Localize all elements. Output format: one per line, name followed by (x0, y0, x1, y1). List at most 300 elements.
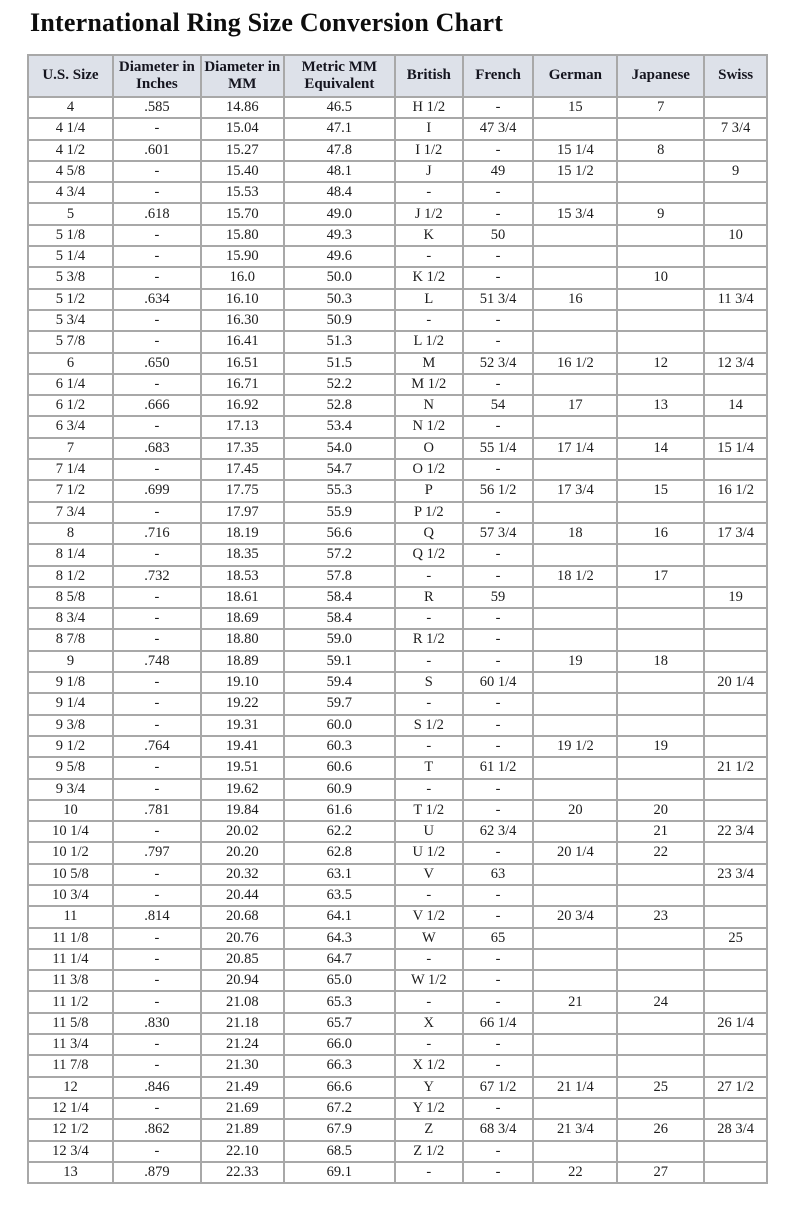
table-cell: - (113, 885, 201, 906)
table-cell: 46.5 (284, 97, 395, 118)
table-cell (533, 182, 617, 203)
table-cell (617, 1098, 704, 1119)
table-cell: J (395, 161, 463, 182)
table-cell: 6 1/4 (28, 374, 113, 395)
table-cell: 16.30 (201, 310, 284, 331)
table-cell: 20.76 (201, 928, 284, 949)
table-cell (533, 544, 617, 565)
table-cell: 62 3/4 (463, 821, 534, 842)
table-row (28, 161, 767, 182)
table-cell: 20.85 (201, 949, 284, 970)
table-cell: 12 1/2 (28, 1119, 113, 1140)
table-cell (617, 757, 704, 778)
table-cell: 23 3/4 (704, 864, 767, 885)
table-cell: 21 3/4 (533, 1119, 617, 1140)
table-cell: 14 (617, 438, 704, 459)
table-cell: 55.3 (284, 480, 395, 501)
table-cell: - (113, 757, 201, 778)
table-cell: 5 3/8 (28, 267, 113, 288)
table-cell (704, 906, 767, 927)
table-cell: 21.08 (201, 991, 284, 1012)
table-cell: K 1/2 (395, 267, 463, 288)
table-cell: - (113, 331, 201, 352)
table-cell (533, 885, 617, 906)
table-cell: 8 (28, 523, 113, 544)
table-cell: 56 1/2 (463, 480, 534, 501)
table-cell: 28 3/4 (704, 1119, 767, 1140)
table-cell: - (463, 800, 534, 821)
table-cell: 10 5/8 (28, 864, 113, 885)
table-cell (533, 225, 617, 246)
table-cell: 17.75 (201, 480, 284, 501)
table-cell: 63.1 (284, 864, 395, 885)
table-cell: 20.44 (201, 885, 284, 906)
table-cell: 65.3 (284, 991, 395, 1012)
table-cell: P 1/2 (395, 502, 463, 523)
column-header: British (395, 55, 463, 97)
table-row (28, 906, 767, 927)
table-cell: - (463, 1162, 534, 1183)
table-row (28, 949, 767, 970)
table-cell (617, 502, 704, 523)
table-cell: - (463, 182, 534, 203)
table-cell: - (463, 331, 534, 352)
table-row (28, 1119, 767, 1140)
table-cell: 18.19 (201, 523, 284, 544)
table-row (28, 651, 767, 672)
table-cell: .716 (113, 523, 201, 544)
table-cell: 54.7 (284, 459, 395, 480)
table-cell: - (463, 715, 534, 736)
table-cell (533, 693, 617, 714)
table-cell (617, 864, 704, 885)
table-cell: 22 3/4 (704, 821, 767, 842)
table-cell: 14 (704, 395, 767, 416)
table-cell (704, 651, 767, 672)
table-row (28, 928, 767, 949)
table-cell: 8 5/8 (28, 587, 113, 608)
table-cell: 67 1/2 (463, 1077, 534, 1098)
table-cell: 15.53 (201, 182, 284, 203)
table-cell: 49.3 (284, 225, 395, 246)
table-cell: L 1/2 (395, 331, 463, 352)
table-cell: 7 3/4 (704, 118, 767, 139)
table-cell: - (113, 970, 201, 991)
table-cell (617, 629, 704, 650)
table-cell: 27 (617, 1162, 704, 1183)
table-cell: .650 (113, 353, 201, 374)
table-cell (704, 1162, 767, 1183)
table-cell: Q 1/2 (395, 544, 463, 565)
table-cell: 18.35 (201, 544, 284, 565)
table-row (28, 374, 767, 395)
table-cell: 60 1/4 (463, 672, 534, 693)
table-cell (533, 118, 617, 139)
table-cell: .846 (113, 1077, 201, 1098)
table-cell (704, 970, 767, 991)
table-cell: 20.20 (201, 842, 284, 863)
table-cell: 20 (533, 800, 617, 821)
table-cell: 50.9 (284, 310, 395, 331)
table-cell: - (113, 928, 201, 949)
table-cell (617, 587, 704, 608)
table-cell: 19 (533, 651, 617, 672)
table-cell (533, 821, 617, 842)
table-cell: - (113, 587, 201, 608)
table-row (28, 544, 767, 565)
table-cell: 51.3 (284, 331, 395, 352)
table-cell: 21.69 (201, 1098, 284, 1119)
table-cell: 18.89 (201, 651, 284, 672)
table-row (28, 864, 767, 885)
table-row (28, 672, 767, 693)
table-cell (533, 1034, 617, 1055)
table-row (28, 821, 767, 842)
table-cell: R 1/2 (395, 629, 463, 650)
table-cell: - (463, 970, 534, 991)
table-cell: 15.04 (201, 118, 284, 139)
table-cell: .879 (113, 1162, 201, 1183)
table-cell: 16 1/2 (533, 353, 617, 374)
table-cell: 17.97 (201, 502, 284, 523)
table-cell: 7 1/4 (28, 459, 113, 480)
table-cell: - (113, 1034, 201, 1055)
table-cell: - (113, 225, 201, 246)
table-cell: - (395, 246, 463, 267)
table-cell: 59.4 (284, 672, 395, 693)
table-cell: 4 3/4 (28, 182, 113, 203)
table-row (28, 800, 767, 821)
table-cell: 15.70 (201, 203, 284, 224)
table-row (28, 140, 767, 161)
table-cell: 16.0 (201, 267, 284, 288)
table-cell: - (113, 416, 201, 437)
table-cell: 17 (617, 566, 704, 587)
table-cell (617, 416, 704, 437)
table-cell (704, 629, 767, 650)
table-cell: 19.31 (201, 715, 284, 736)
table-row (28, 1055, 767, 1076)
table-cell: 13 (28, 1162, 113, 1183)
table-cell: - (113, 502, 201, 523)
table-row (28, 693, 767, 714)
table-cell: 16.51 (201, 353, 284, 374)
table-cell: 17.45 (201, 459, 284, 480)
table-row (28, 842, 767, 863)
table-cell: 55 1/4 (463, 438, 534, 459)
table-cell: 26 1/4 (704, 1013, 767, 1034)
table-row (28, 970, 767, 991)
table-cell: - (113, 1055, 201, 1076)
table-cell: 8 3/4 (28, 608, 113, 629)
table-cell: - (463, 779, 534, 800)
table-cell (617, 544, 704, 565)
table-cell (617, 225, 704, 246)
table-cell: 15.40 (201, 161, 284, 182)
table-cell (533, 757, 617, 778)
table-cell: 9 (704, 161, 767, 182)
table-cell: - (463, 693, 534, 714)
column-header: French (463, 55, 534, 97)
table-cell: - (463, 374, 534, 395)
table-cell (533, 246, 617, 267)
table-cell: 19 (617, 736, 704, 757)
table-cell: 49.6 (284, 246, 395, 267)
table-cell: - (113, 949, 201, 970)
table-cell: 6 1/2 (28, 395, 113, 416)
table-cell: 20 (617, 800, 704, 821)
table-row (28, 1077, 767, 1098)
table-cell: 22 (533, 1162, 617, 1183)
table-cell (533, 970, 617, 991)
table-cell: 17.35 (201, 438, 284, 459)
table-cell (704, 1034, 767, 1055)
table-cell: 66.6 (284, 1077, 395, 1098)
table-cell: 60.9 (284, 779, 395, 800)
table-cell: 59.1 (284, 651, 395, 672)
table-cell: 9 5/8 (28, 757, 113, 778)
table-cell: 9 (617, 203, 704, 224)
table-cell: 18.53 (201, 566, 284, 587)
column-header: Japanese (617, 55, 704, 97)
table-cell: 10 3/4 (28, 885, 113, 906)
table-cell: 54 (463, 395, 534, 416)
table-cell: - (113, 672, 201, 693)
table-cell: 20 1/4 (533, 842, 617, 863)
table-row (28, 203, 767, 224)
table-cell: 6 (28, 353, 113, 374)
table-cell: 17 (533, 395, 617, 416)
table-cell: O (395, 438, 463, 459)
table-cell (704, 246, 767, 267)
table-cell: 19.22 (201, 693, 284, 714)
table-cell: U 1/2 (395, 842, 463, 863)
table-cell (704, 608, 767, 629)
table-cell: - (463, 502, 534, 523)
table-cell: 57.2 (284, 544, 395, 565)
table-cell: - (395, 182, 463, 203)
table-cell: 59.7 (284, 693, 395, 714)
table-cell: 20.02 (201, 821, 284, 842)
table-cell: 47.8 (284, 140, 395, 161)
table-cell: 64.7 (284, 949, 395, 970)
table-cell: - (463, 140, 534, 161)
table-cell: - (463, 267, 534, 288)
table-cell: 53.4 (284, 416, 395, 437)
table-cell (704, 1055, 767, 1076)
table-cell: - (463, 651, 534, 672)
table-cell: 15 (533, 97, 617, 118)
table-cell: - (463, 246, 534, 267)
table-cell: 11 1/4 (28, 949, 113, 970)
table-cell: 19.51 (201, 757, 284, 778)
table-cell: 10 1/2 (28, 842, 113, 863)
table-cell: - (113, 161, 201, 182)
table-cell: 63.5 (284, 885, 395, 906)
table-cell: X 1/2 (395, 1055, 463, 1076)
table-cell (704, 1141, 767, 1162)
table-cell: 56.6 (284, 523, 395, 544)
table-cell: - (113, 544, 201, 565)
table-cell: 11 1/2 (28, 991, 113, 1012)
table-cell: 12 (617, 353, 704, 374)
table-cell (617, 1055, 704, 1076)
table-cell: 11 (28, 906, 113, 927)
table-cell: - (113, 821, 201, 842)
table-cell: - (463, 885, 534, 906)
table-cell: 5 (28, 203, 113, 224)
table-cell: 48.1 (284, 161, 395, 182)
table-cell (704, 544, 767, 565)
table-cell: - (113, 374, 201, 395)
table-cell: - (113, 608, 201, 629)
table-cell: L (395, 289, 463, 310)
table-cell (617, 161, 704, 182)
table-cell (533, 629, 617, 650)
table-row (28, 459, 767, 480)
table-cell: 66.3 (284, 1055, 395, 1076)
table-row (28, 118, 767, 139)
table-cell: 15.27 (201, 140, 284, 161)
table-cell: - (463, 991, 534, 1012)
table-cell: 16.92 (201, 395, 284, 416)
table-cell: 51.5 (284, 353, 395, 374)
table-cell: 8 (617, 140, 704, 161)
table-cell: 4 5/8 (28, 161, 113, 182)
table-cell: 21.89 (201, 1119, 284, 1140)
table-row (28, 182, 767, 203)
table-cell: 7 1/2 (28, 480, 113, 501)
table-cell: - (113, 182, 201, 203)
table-cell: 25 (617, 1077, 704, 1098)
table-cell: 9 1/4 (28, 693, 113, 714)
table-cell (704, 310, 767, 331)
table-cell (533, 374, 617, 395)
table-cell: 18.69 (201, 608, 284, 629)
table-row (28, 1034, 767, 1055)
table-cell: - (463, 97, 534, 118)
table-cell: - (113, 779, 201, 800)
table-cell: - (113, 1098, 201, 1119)
table-cell (617, 949, 704, 970)
column-header-row (28, 55, 767, 97)
table-cell (704, 459, 767, 480)
table-cell (617, 715, 704, 736)
table-cell (704, 416, 767, 437)
table-cell: 8 7/8 (28, 629, 113, 650)
table-row (28, 353, 767, 374)
table-cell: - (463, 566, 534, 587)
table-cell: .748 (113, 651, 201, 672)
table-cell: .585 (113, 97, 201, 118)
table-cell: 19 1/2 (533, 736, 617, 757)
table-cell: 67.2 (284, 1098, 395, 1119)
table-row (28, 502, 767, 523)
table-cell: 8 1/2 (28, 566, 113, 587)
table-cell: 17 3/4 (533, 480, 617, 501)
table-cell: V 1/2 (395, 906, 463, 927)
table-cell: 57.8 (284, 566, 395, 587)
table-row (28, 1013, 767, 1034)
table-cell: 18.80 (201, 629, 284, 650)
table-cell: W 1/2 (395, 970, 463, 991)
table-cell: - (463, 736, 534, 757)
table-cell: - (463, 842, 534, 863)
table-cell: 22 (617, 842, 704, 863)
table-cell: .797 (113, 842, 201, 863)
table-cell: 17 1/4 (533, 438, 617, 459)
table-row (28, 523, 767, 544)
table-row (28, 438, 767, 459)
table-cell: 9 1/2 (28, 736, 113, 757)
table-cell: 19.41 (201, 736, 284, 757)
table-cell: .732 (113, 566, 201, 587)
table-cell: - (395, 1162, 463, 1183)
table-cell: .666 (113, 395, 201, 416)
table-cell: .862 (113, 1119, 201, 1140)
table-cell: 8 1/4 (28, 544, 113, 565)
table-cell: 22.10 (201, 1141, 284, 1162)
table-cell (533, 331, 617, 352)
table-cell: - (113, 459, 201, 480)
table-cell: - (113, 715, 201, 736)
column-header: Swiss (704, 55, 767, 97)
table-cell: 60.0 (284, 715, 395, 736)
table-cell: 5 7/8 (28, 331, 113, 352)
table-cell: 59.0 (284, 629, 395, 650)
table-cell (617, 693, 704, 714)
table-cell: - (113, 118, 201, 139)
column-header: German (533, 55, 617, 97)
table-cell: 5 1/2 (28, 289, 113, 310)
table-cell: 65.0 (284, 970, 395, 991)
table-cell: 18 1/2 (533, 566, 617, 587)
table-cell: 62.8 (284, 842, 395, 863)
table-cell (533, 1013, 617, 1034)
table-cell (704, 140, 767, 161)
table-cell: O 1/2 (395, 459, 463, 480)
table-row (28, 629, 767, 650)
table-cell: 11 1/8 (28, 928, 113, 949)
table-cell: 14.86 (201, 97, 284, 118)
table-cell: 21 (617, 821, 704, 842)
table-cell: - (463, 1141, 534, 1162)
table-cell: - (113, 864, 201, 885)
table-row (28, 991, 767, 1012)
table-cell: 60.6 (284, 757, 395, 778)
table-cell: 19 (704, 587, 767, 608)
table-cell: T (395, 757, 463, 778)
table-cell: - (395, 885, 463, 906)
table-cell: 52 3/4 (463, 353, 534, 374)
table-cell: 10 (28, 800, 113, 821)
table-cell: - (463, 416, 534, 437)
table-cell (533, 267, 617, 288)
table-row (28, 715, 767, 736)
table-cell (617, 779, 704, 800)
table-cell: - (463, 459, 534, 480)
table-cell (533, 672, 617, 693)
table-cell (704, 949, 767, 970)
table-cell: 60.3 (284, 736, 395, 757)
table-cell: 21.49 (201, 1077, 284, 1098)
table-cell: 16.71 (201, 374, 284, 395)
table-cell: 25 (704, 928, 767, 949)
table-cell: 20 3/4 (533, 906, 617, 927)
table-cell: 5 1/4 (28, 246, 113, 267)
table-cell: - (463, 1055, 534, 1076)
table-cell (704, 842, 767, 863)
